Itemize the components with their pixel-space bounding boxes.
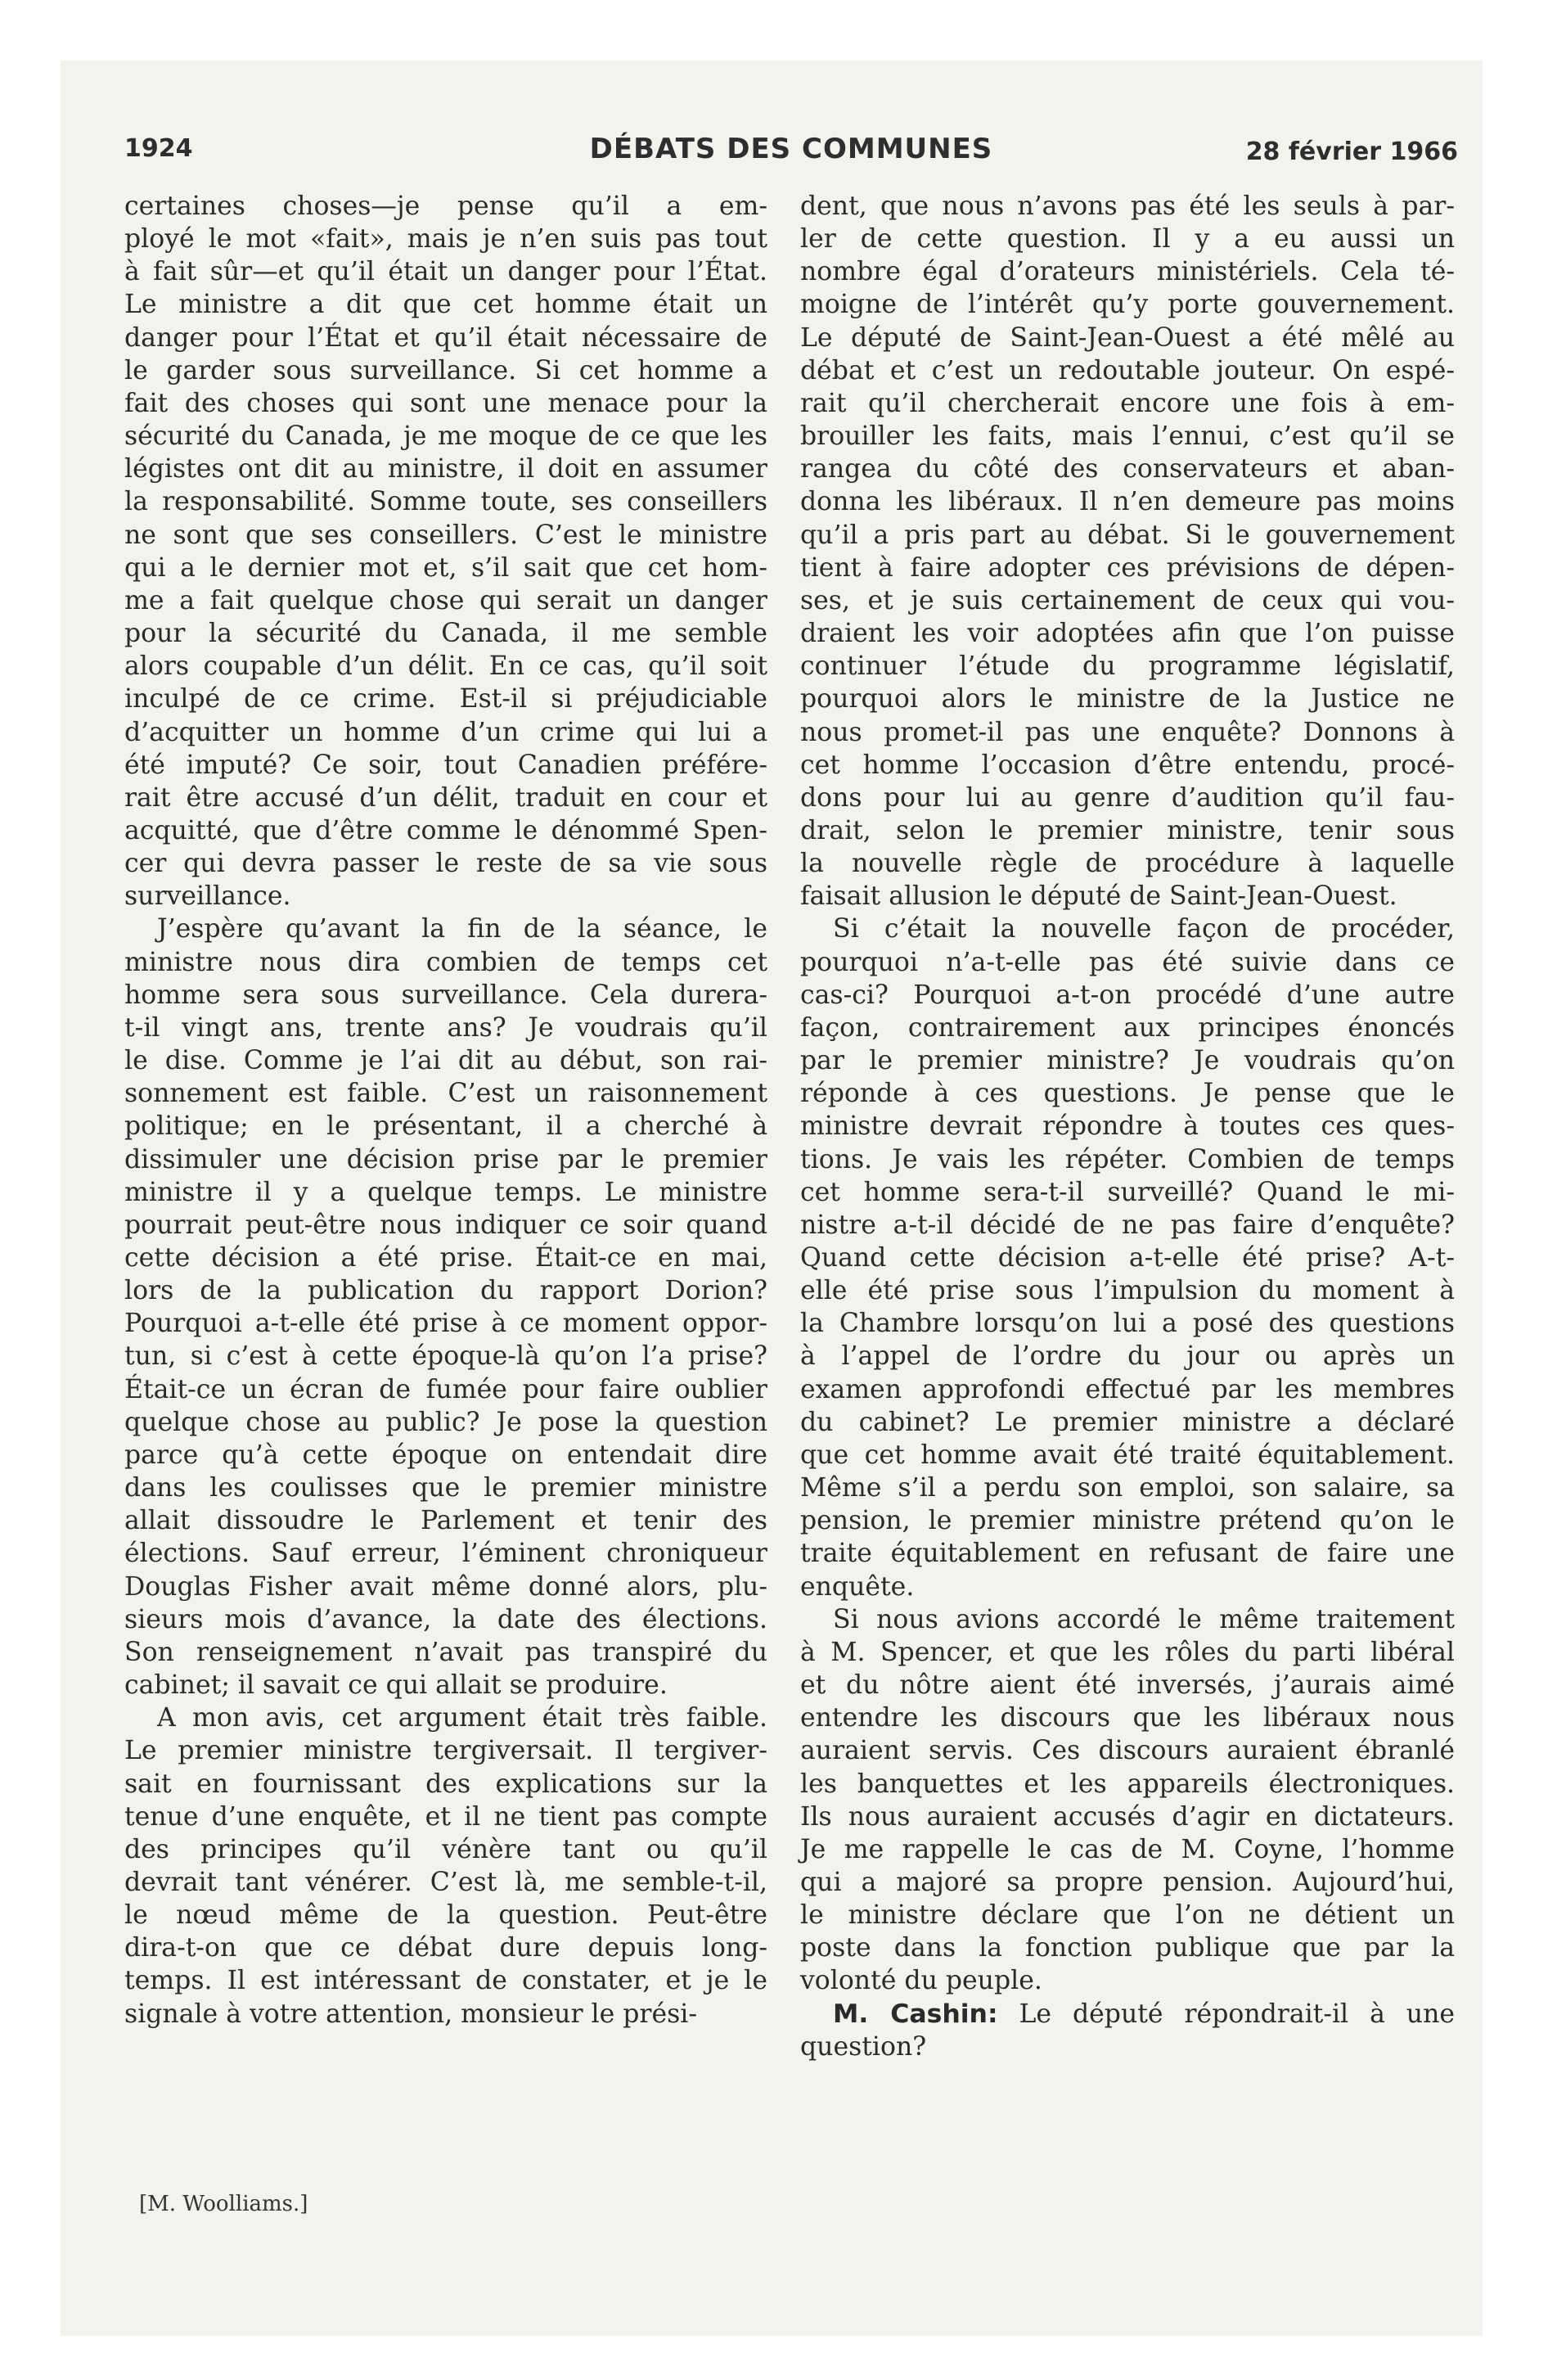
line-text: les banquettes et les appareils électroniques. [800, 1769, 1455, 1799]
publication-title: DÉBATS DES COMMUNES [589, 133, 993, 165]
line-text: légistes ont dit au ministre, il doit en assumer [124, 454, 767, 485]
text-line [800, 913, 1455, 945]
text-line [800, 1044, 1455, 1077]
text-line [124, 1504, 767, 1537]
text-line [124, 420, 767, 453]
text-line [800, 1833, 1455, 1866]
text-line [800, 979, 1455, 1012]
line-text: politique; en le présentant, il a cherché à [124, 1111, 767, 1142]
line-text: nombre égal d’orateurs ministériels. Cela té- [800, 257, 1455, 287]
text-line [800, 1110, 1455, 1143]
text-line [124, 519, 767, 552]
line-text: Même s’il a perdu son emploi, son salaire, sa [800, 1473, 1455, 1503]
text-line [800, 1734, 1455, 1767]
line-text: acquitté, que d’être comme le dénommé Spen- [124, 815, 767, 845]
line-text: tenue d’une enquête, et il ne tient pas compte [124, 1801, 767, 1832]
speaker-footnote: [M. Woolliams.] [139, 2192, 308, 2216]
page-header [124, 131, 1458, 177]
text-line [124, 1439, 767, 1472]
line-text: le ministre déclare que l’on ne détient un [800, 1900, 1455, 1931]
text-line [124, 1603, 767, 1636]
line-text: pour la sécurité du Canada, il me semble [124, 619, 767, 649]
text-line [800, 322, 1455, 354]
left-column [124, 190, 767, 2031]
text-line [124, 1209, 767, 1242]
text-line [124, 1537, 767, 1570]
text-line [800, 485, 1455, 518]
text-line [124, 288, 767, 321]
line-text: question? [800, 2031, 927, 2062]
line-text: Le premier ministre tergiversait. Il tergiver- [124, 1736, 767, 1766]
line-text: ministre il y a quelque temps. Le ministre [124, 1177, 767, 1207]
text-line [800, 420, 1455, 453]
text-line [124, 683, 767, 715]
line-text: rait être accusé d’un délit, traduit en cour et [124, 782, 767, 813]
line-text: pourquoi alors le ministre de la Justice ne [800, 684, 1455, 714]
line-text: du cabinet? Le premier ministre a déclaré [800, 1407, 1455, 1437]
text-line [124, 1734, 767, 1767]
line-text: Pourquoi a-t-elle été prise à ce moment oppor- [124, 1309, 767, 1339]
text-line [800, 1176, 1455, 1209]
line-text: à M. Spencer, et que les rôles du parti libéral [800, 1637, 1455, 1667]
text-line [124, 1866, 767, 1899]
line-text: me a fait quelque chose qui serait un danger [124, 585, 767, 615]
line-text: pourquoi n’a-t-elle pas été suivie dans ce [800, 947, 1455, 977]
text-line [124, 190, 767, 223]
line-text: la responsabilité. Somme toute, ses conseillers [124, 487, 767, 517]
line-text: d’acquitter un homme d’un crime qui lui a [124, 717, 767, 747]
text-line [124, 223, 767, 255]
line-text: débat et c’est un redoutable jouteur. On espé- [800, 355, 1455, 385]
text-line [800, 1274, 1455, 1307]
line-text: à fait sûr—et qu’il était un danger pour l’État. [124, 257, 767, 287]
text-line [124, 617, 767, 650]
line-text: dissimuler une décision prise par le premier [124, 1144, 767, 1174]
speaker-name: M. Cashin: [833, 1999, 998, 2029]
line-text: pension, le premier ministre prétend qu’on le [800, 1506, 1455, 1536]
text-line [800, 749, 1455, 782]
line-text: que cet homme avait été traité équitablement. [800, 1440, 1455, 1470]
text-line [124, 814, 767, 847]
line-text: Douglas Fisher avait même donné alors, plu- [124, 1571, 767, 1602]
line-text: ministre devrait répondre à toutes ces ques- [800, 1111, 1455, 1142]
line-text: donna les libéraux. Il n’en demeure pas moins [800, 487, 1455, 517]
page-number: 1924 [124, 134, 193, 163]
text-line [800, 1537, 1455, 1570]
line-text: ses, et je suis certainement de ceux qui vou- [800, 585, 1455, 615]
text-line [800, 1012, 1455, 1044]
line-text: parce qu’à cette époque on entendait dire [124, 1440, 767, 1470]
text-line [124, 880, 767, 913]
text-line [800, 255, 1455, 288]
text-line [800, 814, 1455, 847]
text-line [800, 1439, 1455, 1472]
text-line [124, 322, 767, 354]
text-line [800, 1340, 1455, 1373]
line-text: t-il vingt ans, trente ans? Je voudrais qu’il [124, 1012, 767, 1043]
line-text: la nouvelle règle de procédure à laquelle [800, 849, 1455, 879]
text-line [124, 552, 767, 584]
line-text: ministre nous dira combien de temps cet [124, 947, 767, 977]
line-text: Quand cette décision a-t-elle été prise? A-t- [800, 1243, 1455, 1273]
line-text: cet homme l’occasion d’être entendu, procé- [800, 750, 1455, 780]
line-text: des principes qu’il vénère tant ou qu’il [124, 1834, 767, 1864]
line-text: drait, selon le premier ministre, tenir sous [800, 815, 1455, 845]
text-line [800, 288, 1455, 321]
text-line [124, 979, 767, 1012]
line-text: devrait tant vénérer. C’est là, me semble-t-il, [124, 1867, 767, 1897]
text-line [124, 387, 767, 420]
text-line [124, 1307, 767, 1340]
line-text: ployé le mot «fait», mais je n’en suis pas tout [124, 224, 767, 255]
text-line [124, 1931, 767, 1964]
text-line [124, 847, 767, 880]
line-text: nistre a-t-il décidé de ne pas faire d’enquête? [800, 1210, 1455, 1240]
text-line [800, 1768, 1455, 1801]
text-line [800, 683, 1455, 715]
text-line [800, 190, 1455, 223]
text-line [800, 223, 1455, 255]
text-line [124, 354, 767, 387]
line-text: certaines choses—je pense qu’il a em- [124, 192, 767, 221]
text-line [124, 1242, 767, 1274]
text-line [124, 1472, 767, 1504]
line-text: homme sera sous surveillance. Cela durera- [124, 980, 767, 1010]
line-text: qu’il a pris part au débat. Si le gouvernement [800, 520, 1455, 550]
line-text: entendre les discours que les libéraux nous [800, 1703, 1455, 1733]
line-text: Si nous avions accordé le même traitement [833, 1604, 1455, 1634]
text-line [800, 519, 1455, 552]
line-text: par le premier ministre? Je voudrais qu’on [800, 1046, 1455, 1076]
text-line [124, 1669, 767, 1702]
text-line [800, 1669, 1455, 1702]
line-text: poste dans la fonction publique que par la [800, 1933, 1455, 1963]
text-line [124, 1964, 767, 1997]
text-line [124, 1801, 767, 1833]
line-text: dans les coulisses que le premier ministre [124, 1473, 767, 1503]
text-line [800, 847, 1455, 880]
text-line [800, 453, 1455, 485]
line-text: ler de cette question. Il y a eu aussi un [800, 224, 1455, 255]
line-text: sait en fournissant des explications sur la [124, 1769, 767, 1799]
line-text: rait qu’il chercherait encore une fois à em- [800, 388, 1455, 418]
line-text: Ils nous auraient accusés d’agir en dictateurs. [800, 1801, 1455, 1832]
line-text: sécurité du Canada, je me moque de ce que les [124, 421, 767, 452]
line-text: dira-t-on que ce débat dure depuis long- [124, 1933, 767, 1963]
line-text: cer qui devra passer le reste de sa vie sous [124, 849, 767, 879]
text-line [124, 1406, 767, 1439]
line-text: surveillance. [124, 881, 291, 912]
line-text: Était-ce un écran de fumée pour faire oublier [124, 1374, 767, 1404]
text-line [800, 880, 1455, 913]
line-text: qui a le dernier mot et, s’il sait que cet hom- [124, 552, 767, 583]
text-line [124, 453, 767, 485]
line-text: inculpé de ce crime. Est-il si préjudiciable [124, 684, 767, 714]
text-line [124, 1077, 767, 1110]
line-text: lors de la publication du rapport Dorion? [124, 1276, 767, 1306]
text-line [124, 1998, 767, 2031]
line-text: tun, si c’est à cette époque-là qu’on l’a prise? [124, 1341, 767, 1372]
line-text: auraient servis. Ces discours auraient ébranlé [800, 1736, 1455, 1766]
text-line [800, 354, 1455, 387]
line-text: cet homme sera-t-il surveillé? Quand le mi- [800, 1177, 1455, 1207]
line-text: examen approfondi effectué par les membres [800, 1374, 1455, 1404]
line-text: pourrait peut-être nous indiquer ce soir quand [124, 1210, 767, 1240]
text-line [800, 1866, 1455, 1899]
line-text: été imputé? Ce soir, tout Canadien préfére- [124, 750, 767, 780]
text-line [800, 1504, 1455, 1537]
line-text: danger pour l’État et qu’il était nécessaire de [124, 322, 767, 353]
line-text: cas-ci? Pourquoi a-t-on procédé d’une autre [800, 980, 1455, 1010]
line-text: signale à votre attention, monsieur le prési- [124, 1999, 697, 2029]
text-line [124, 1899, 767, 1931]
line-text: brouiller les faits, mais l’ennui, c’est qu’il se [800, 421, 1455, 452]
text-line [800, 1571, 1455, 1603]
text-line [124, 1176, 767, 1209]
line-text: tions. Je vais les répéter. Combien de temps [800, 1144, 1455, 1174]
line-text: nous promet-il pas une enquête? Donnons à [800, 717, 1455, 747]
line-text: allait dissoudre le Parlement et tenir des [124, 1506, 767, 1536]
text-line [800, 1702, 1455, 1734]
text-line [800, 946, 1455, 979]
text-line [124, 1340, 767, 1373]
line-text: quelque chose au public? Je pose la question [124, 1407, 767, 1437]
line-text: Le député de Saint-Jean-Ouest a été mêlé au [800, 322, 1455, 353]
text-line [800, 584, 1455, 617]
text-line [124, 650, 767, 683]
line-text: moigne de l’intérêt qu’y porte gouvernement. [800, 290, 1455, 320]
text-line [800, 1801, 1455, 1833]
line-text: volonté du peuple. [800, 1966, 1042, 1996]
text-line [800, 716, 1455, 749]
text-line [800, 1472, 1455, 1504]
line-text: draient les voir adoptées afin que l’on puisse [800, 619, 1455, 649]
text-line [800, 1143, 1455, 1176]
line-text: J’espère qu’avant la fin de la séance, le [157, 914, 767, 944]
text-line [124, 1768, 767, 1801]
text-line [800, 552, 1455, 584]
text-line [124, 1833, 767, 1866]
line-text: dons pour lui au genre d’audition qu’il fau- [800, 782, 1455, 813]
text-line [124, 1044, 767, 1077]
line-text: cabinet; il savait ce qui allait se produire. [124, 1670, 668, 1701]
text-line [124, 946, 767, 979]
text-line [124, 1571, 767, 1603]
text-line [124, 749, 767, 782]
text-line [124, 1143, 767, 1176]
line-text: sonnement est faible. C’est un raisonnement [124, 1079, 767, 1109]
line-text: sieurs mois d’avance, la date des élections. [124, 1604, 767, 1634]
text-line [124, 485, 767, 518]
line-text: élections. Sauf erreur, l’éminent chroniqueur [124, 1539, 767, 1569]
text-line [800, 1077, 1455, 1110]
text-line [800, 1899, 1455, 1931]
line-text: cette décision a été prise. Était-ce en mai, [124, 1243, 767, 1273]
text-line [124, 782, 767, 814]
text-line [124, 1373, 767, 1406]
line-text: alors coupable d’un délit. En ce cas, qu’il soit [124, 651, 767, 682]
line-text: le garder sous surveillance. Si cet homme a [124, 355, 767, 385]
line-text: à l’appel de l’ordre du jour ou après un [800, 1341, 1455, 1372]
text-line [124, 1702, 767, 1734]
line-text: réponde à ces questions. Je pense que le [800, 1079, 1455, 1109]
text-line [800, 387, 1455, 420]
line-text: traite équitablement en refusant de faire une [800, 1539, 1455, 1569]
line-text: Je me rappelle le cas de M. Coyne, l’homme [800, 1834, 1455, 1864]
text-line [124, 1636, 767, 1669]
text-line [800, 1998, 1455, 2031]
line-text: Le député répondrait-il à une [997, 1999, 1455, 2029]
text-line [800, 1242, 1455, 1274]
text-line [124, 584, 767, 617]
line-text: faisait allusion le député de Saint-Jean-Ouest. [800, 881, 1397, 912]
line-text: A mon avis, cet argument était très faible. [157, 1703, 767, 1733]
text-line [800, 617, 1455, 650]
text-line [800, 650, 1455, 683]
line-text: Son renseignement n’avait pas transpiré du [124, 1637, 767, 1667]
line-text: dent, que nous n’avons pas été les seuls à par- [800, 192, 1455, 221]
line-text: la Chambre lorsqu’on lui a posé des questions [800, 1309, 1455, 1339]
line-text: ne sont que ses conseillers. C’est le ministre [124, 520, 767, 550]
text-line [800, 1307, 1455, 1340]
text-line [800, 1964, 1455, 1997]
text-line [800, 2031, 1455, 2063]
line-text: continuer l’étude du programme législatif, [800, 651, 1455, 682]
line-text: le dise. Comme je l’ai dit au début, son rai- [124, 1046, 767, 1076]
line-text: façon, contrairement aux principes énoncés [800, 1012, 1455, 1043]
line-text: rangea du côté des conservateurs et aban- [800, 454, 1455, 485]
text-line [800, 1373, 1455, 1406]
line-text: tient à faire adopter ces prévisions de dépen- [800, 552, 1455, 583]
line-text: temps. Il est intéressant de constater, et je le [124, 1966, 767, 1996]
session-date: 28 février 1966 [1245, 137, 1458, 166]
line-text: qui a majoré sa propre pension. Aujourd’hui, [800, 1867, 1455, 1897]
text-line [124, 255, 767, 288]
text-line [800, 1931, 1455, 1964]
text-line [800, 1406, 1455, 1439]
line-text: Le ministre a dit que cet homme était un [124, 290, 767, 320]
line-text: enquête. [800, 1571, 915, 1602]
text-line [800, 1209, 1455, 1242]
line-text: Si c’était la nouvelle façon de procéder, [833, 914, 1455, 944]
right-column [800, 190, 1455, 2063]
text-line [124, 1274, 767, 1307]
text-line [800, 782, 1455, 814]
text-line [124, 1012, 767, 1044]
text-line [124, 716, 767, 749]
text-line [800, 1636, 1455, 1669]
text-line [800, 1603, 1455, 1636]
line-text: et du nôtre aient été inversés, j’aurais aimé [800, 1670, 1455, 1701]
text-line [124, 913, 767, 945]
line-text: le nœud même de la question. Peut-être [124, 1900, 767, 1931]
text-line [124, 1110, 767, 1143]
line-text: fait des choses qui sont une menace pour la [124, 388, 767, 418]
line-text: elle été prise sous l’impulsion du moment à [800, 1276, 1455, 1306]
